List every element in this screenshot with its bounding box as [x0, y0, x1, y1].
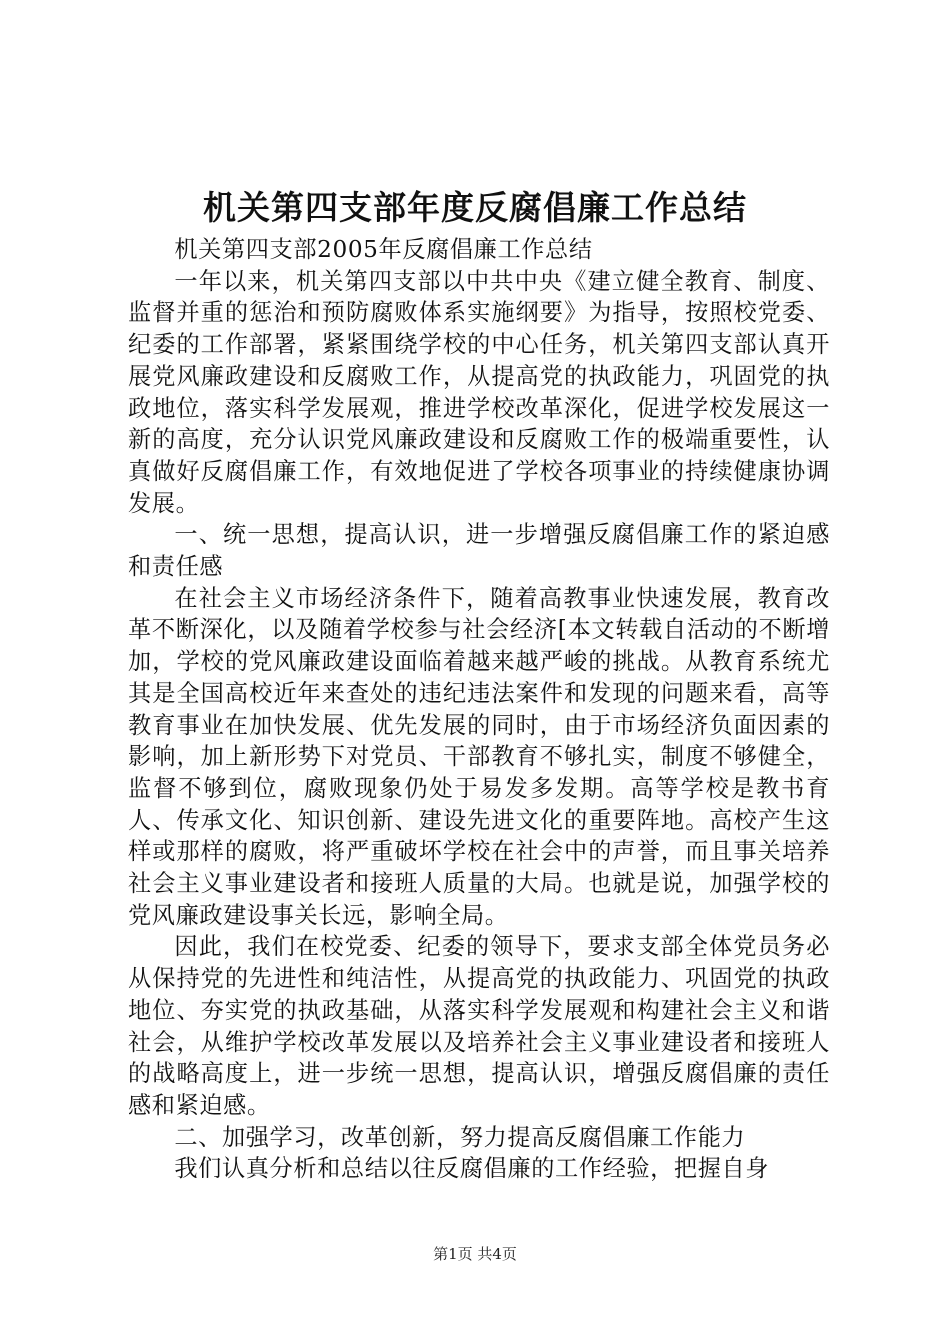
intro-paragraph: 一年以来，机关第四支部以中共中央《建立健全教育、制度、监督并重的惩治和预防腐败体系实施纲要》为指导，按照校党委、纪委的工作部署，紧紧围绕学校的中心任务，机关第四支部认真开展党风廉政建设和反腐败工作，从提高党的执政能力，巩固党的执政地位，落实科学发展观，推进学校改革深化，促进学校发展这一新的高度，充分认识党风廉政建设和反腐败工作的极端重要性，认真做好反腐倡廉工作，有效地促进了学校各项事业的持续健康协调发展。: [128, 267, 830, 517]
document-body: [128, 234, 830, 1185]
document-title: 机关第四支部年度反腐倡廉工作总结: [203, 188, 747, 227]
body-paragraph: 因此，我们在校党委、纪委的领导下，要求支部全体党员务必从保持党的先进性和纯洁性，从提高党的执政能力、巩固党的执政地位、夯实党的执政基础，从落实科学发展观和构建社会主义和谐社会，从维护学校改革发展以及培养社会主义事业建设者和接班人的战略高度上，进一步统一思想，提高认识，增强反腐倡廉的责任感和紧迫感。: [128, 933, 830, 1119]
section-heading-2: 二、加强学习，改革创新，努力提高反腐倡廉工作能力: [174, 1123, 746, 1151]
page-footer: 第1页 共4页: [433, 1245, 517, 1263]
subtitle-paragraph: 机关第四支部2005年反腐倡廉工作总结: [174, 236, 593, 263]
body-paragraph: 在社会主义市场经济条件下，随着高教事业快速发展，教育改革不断深化，以及随着学校参与社会经济[本文转载自活动的不断增加，学校的党风廉政建设面临着越来越严峻的挑战。从教育系统尤其是全国高校近年来查处的违纪违法案件和发现的问题来看，高等教育事业在加快发展、优先发展的同时，由于市场经济负面因素的影响，加上新形势下对党员、干部教育不够扎实，制度不够健全，监督不够到位，腐败现象仍处于易发多发期。高等学校是教书育人、传承文化、知识创新、建设先进文化的重要阵地。高校产生这样或那样的腐败，将严重破坏学校在社会中的声誉，而且事关培养社会主义事业建设者和接班人质量的大局。也就是说，加强学校的党风廉政建设事关长远，影响全局。: [128, 584, 830, 929]
body-paragraph: 我们认真分析和总结以往反腐倡廉的工作经验，把握自身: [174, 1155, 770, 1183]
section-heading-1: 一、统一思想，提高认识，进一步增强反腐倡廉工作的紧迫感和责任感: [128, 521, 830, 581]
